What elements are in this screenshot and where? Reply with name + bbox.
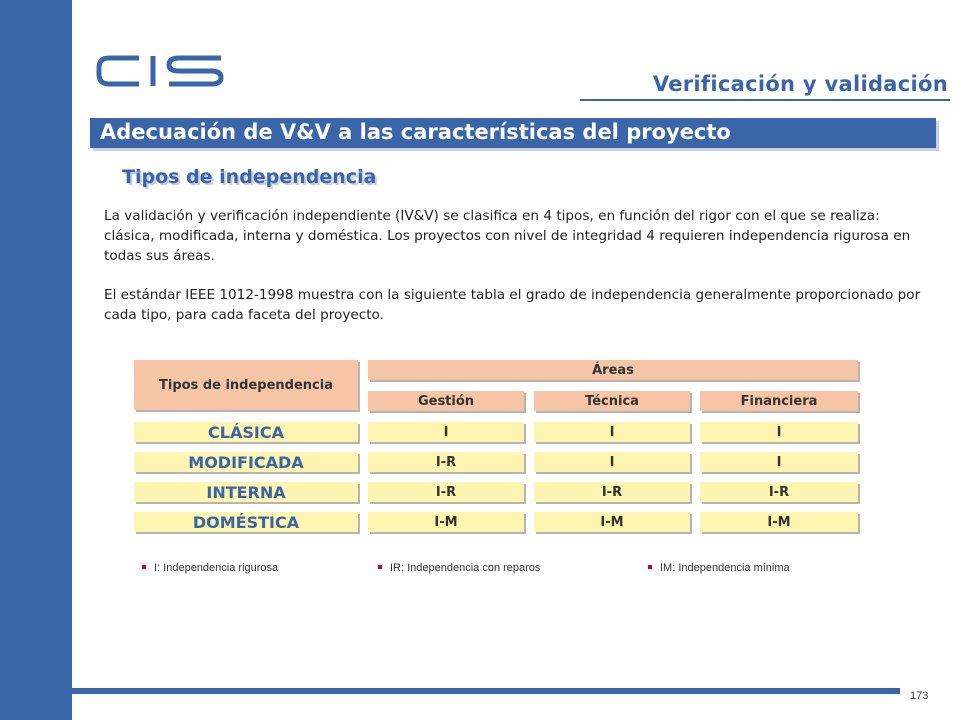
table-cell: I [700, 422, 858, 442]
row-label-modificada: MODIFICADA [134, 452, 358, 472]
bullet-icon [142, 565, 146, 569]
section-banner [90, 118, 936, 148]
table-cell: I-M [700, 512, 858, 532]
row-label-interna: INTERNA [134, 482, 358, 502]
table-cell: I-R [368, 482, 524, 502]
table-cell: I-M [534, 512, 690, 532]
header-title: Verificación y validación [652, 72, 948, 96]
subtitle: Tipos de independencia [122, 166, 377, 188]
table-cell: I-R [368, 452, 524, 472]
table-cell: I [700, 452, 858, 472]
left-accent-bar [0, 0, 72, 720]
paragraph-intro: La validación y verificación independiente (IV&V) se clasifica en 4 tipos, en función del rigor con el que se realiza: clásica, modificada, interna y doméstica. Los proyectos con nivel de integridad 4 requieren independencia rigurosa en todas sus áreas. [104, 208, 911, 264]
section-title: Adecuación de V&V a las características del proyecto [100, 120, 731, 144]
column-header-financiera: Financiera [700, 391, 858, 411]
row-label-domestica: DOMÉSTICA [134, 512, 358, 532]
page-number: 173 [910, 690, 929, 702]
column-header-tecnica: Técnica [534, 391, 690, 411]
bullet-icon [648, 565, 652, 569]
legend-item-rigurosa: I: Independencia rigurosa [142, 562, 278, 574]
header-divider [580, 99, 950, 101]
row-label-clasica: CLÁSICA [134, 422, 358, 442]
cis-logo [95, 54, 225, 88]
table-cell: I-R [700, 482, 858, 502]
column-header-gestion: Gestión [368, 391, 524, 411]
table-cell: I-R [534, 482, 690, 502]
table-cell: I-M [368, 512, 524, 532]
table-cell: I [368, 422, 524, 442]
table-group-header: Áreas [368, 360, 858, 380]
bullet-icon [378, 565, 382, 569]
legend-item-reparos: IR: Independencia con reparos [378, 562, 540, 574]
table-cell: I [534, 422, 690, 442]
table-corner-header: Tipos de independencia [134, 360, 358, 410]
legend-item-minima: IM: Independencia mínima [648, 562, 790, 574]
paragraph-standard: El estándar IEEE 1012-1998 muestra con la siguiente tabla el grado de independencia generalmente proporcionado por cada tipo, para cada faceta del proyecto. [104, 287, 921, 323]
bottom-accent-bar [72, 688, 900, 694]
table-cell: I [534, 452, 690, 472]
